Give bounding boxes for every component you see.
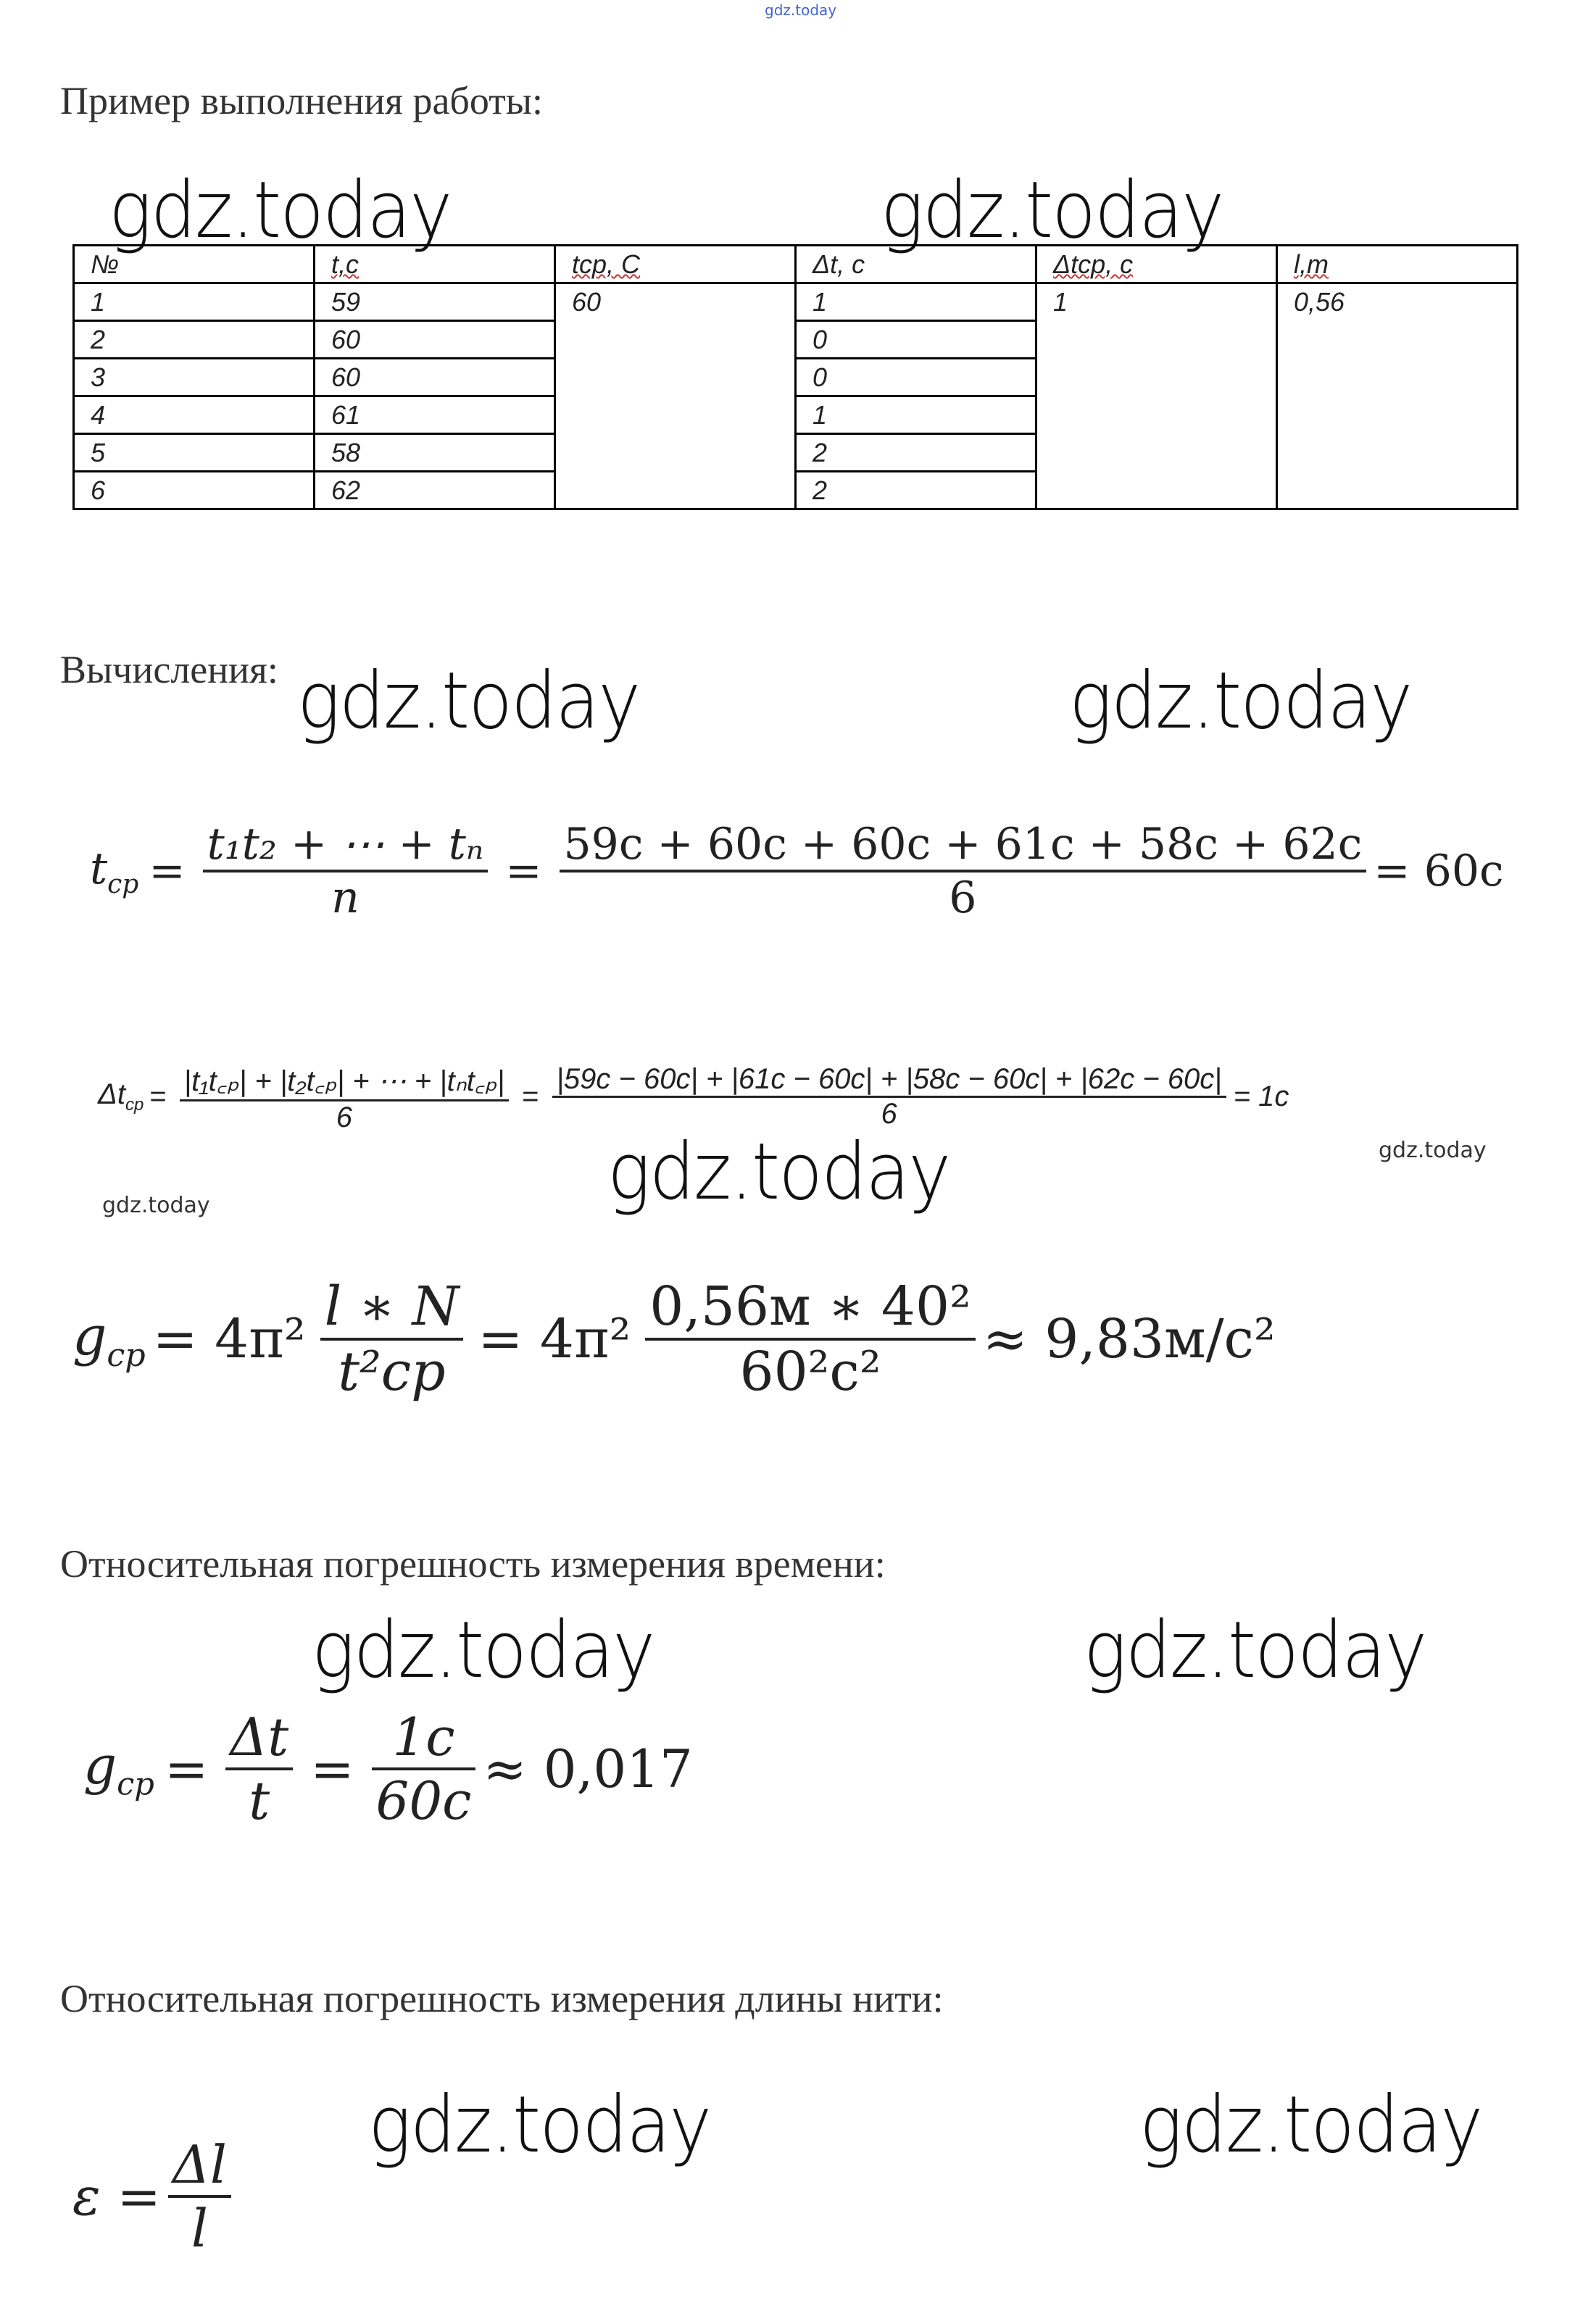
- header-tcp: tcp, C: [555, 246, 796, 283]
- cell-t: 60: [315, 321, 555, 359]
- table-row: [74, 283, 1518, 321]
- watermark: gdz.today: [1069, 656, 1412, 746]
- fraction: $\frac{\text{t₁t₂ + ⋯ + tₙ}}{n}$: [203, 819, 489, 923]
- cell-t: 58: [315, 434, 555, 472]
- heading-rel-length: Относительная погрешность измерения длины нити:: [60, 1977, 944, 2020]
- cell-dt: 1: [796, 396, 1036, 434]
- formula-dtcp: $\Delta t_{cp}$ = $\frac{\text{|t₁t꜀ₚ| + |t₂t꜀ₚ| + ⋯ + |tₙt꜀ₚ|}}{6}$ = $\frac{|59c - 60c| + |61c - 60c| + |58c - 60c| + |62c - 60c|}{6}$ = 1c: [98, 1059, 1289, 1134]
- cell-tcp: 60: [555, 283, 796, 509]
- watermark: gdz.today: [607, 1127, 950, 1217]
- result: = 1c: [1233, 1080, 1289, 1112]
- cell-n: 2: [74, 321, 315, 359]
- cell-dt: 2: [796, 472, 1036, 509]
- cell-n: 6: [74, 472, 315, 509]
- heading-example: Пример выполнения работы:: [60, 79, 544, 122]
- watermark: gdz.today: [1084, 1605, 1426, 1696]
- watermark: gdz.today: [1139, 2080, 1482, 2170]
- cell-dtcp: 1: [1036, 283, 1277, 509]
- watermark: gdz.today: [881, 165, 1223, 256]
- watermark: gdz.today: [297, 656, 640, 746]
- header-number: №: [74, 246, 315, 283]
- fraction: $\frac{|59c - 60c| + |61c - 60c| + |58c - 60c| + |62c - 60c|}{6}$: [552, 1063, 1226, 1130]
- fraction: $\frac{l ∗ N}{\text{t²cp}}$: [320, 1275, 464, 1403]
- cell-dt: 0: [796, 359, 1036, 396]
- header-dtcp: Δtcp, c: [1036, 246, 1277, 283]
- formula-tcp: $t_{cp}$ = $\frac{\text{t₁t₂ + ⋯ + tₙ}}{n}$ = $\frac{59c + 60c + 60c + 61c + 58c + 62c}{6}$ = 60c: [90, 819, 1504, 923]
- fraction: $\frac{1c}{60c}$: [372, 1707, 476, 1831]
- formula-g: $g_{cp}$ = 4π² $\frac{l ∗ N}{\text{t²cp}}$ = 4π² $\frac{\text{0,56м ∗ 40²}}{\text{60²c²}}$ ≈ 9,83м/c²: [72, 1275, 1276, 1403]
- fraction: $\frac{59c + 60c + 60c + 61c + 58c + 62c}{6}$: [560, 819, 1367, 923]
- header-l: l,m: [1277, 246, 1518, 283]
- cell-t: 61: [315, 396, 555, 434]
- lhs: $g_{cp}$: [72, 1304, 146, 1374]
- cell-dt: 1: [796, 283, 1036, 321]
- formula-rel-time: $g_{cp}$ = $\frac{\Delta t}{t}$ = $\frac{1c}{60c}$ ≈ 0,017: [83, 1707, 693, 1831]
- lhs: ε =: [72, 2166, 161, 2227]
- cell-l: 0,56: [1277, 283, 1518, 509]
- cell-n: 4: [74, 396, 315, 434]
- watermark: gdz.today: [368, 2080, 711, 2170]
- header-t: t,c: [315, 246, 555, 283]
- watermark-small: gdz.today: [1379, 1138, 1487, 1163]
- formula-rel-length: [72, 2134, 238, 2259]
- result: ≈ 0,017: [483, 1738, 693, 1799]
- heading-calc: Вычисления:: [60, 648, 278, 691]
- heading-rel-time: Относительная погрешность измерения времени:: [60, 1542, 886, 1586]
- cell-dt: 0: [796, 321, 1036, 359]
- lhs: $\Delta t_{cp}$: [98, 1078, 144, 1115]
- results-table: [72, 244, 1518, 510]
- cell-t: 59: [315, 283, 555, 321]
- watermark-small: gdz.today: [102, 1193, 210, 1218]
- cell-t: 62: [315, 472, 555, 509]
- fraction: $\frac{\text{|t₁t꜀ₚ| + |t₂t꜀ₚ| + ⋯ + |tₙt꜀ₚ|}}{6}$: [180, 1059, 510, 1134]
- cell-dt: 2: [796, 434, 1036, 472]
- header-dt: Δt, c: [796, 246, 1036, 283]
- cell-n: 3: [74, 359, 315, 396]
- fraction: $\frac{\text{0,56м ∗ 40²}}{\text{60²c²}}$: [645, 1275, 976, 1403]
- cell-n: 5: [74, 434, 315, 472]
- watermark-top: gdz.today: [765, 1, 837, 19]
- lhs: $g_{cp}$: [83, 1735, 154, 1803]
- lhs: $t_{cp}$: [90, 843, 139, 899]
- watermark: gdz.today: [312, 1605, 654, 1696]
- cell-n: 1: [74, 283, 315, 321]
- result: = 60c: [1374, 846, 1504, 896]
- table-header-row: [74, 246, 1518, 283]
- watermark: gdz.today: [109, 165, 452, 256]
- cell-t: 60: [315, 359, 555, 396]
- result: ≈ 9,83м/c²: [982, 1308, 1276, 1370]
- fraction: $\frac{\Delta l}{l}$: [168, 2134, 231, 2259]
- fraction: $\frac{\Delta t}{t}$: [225, 1707, 293, 1831]
